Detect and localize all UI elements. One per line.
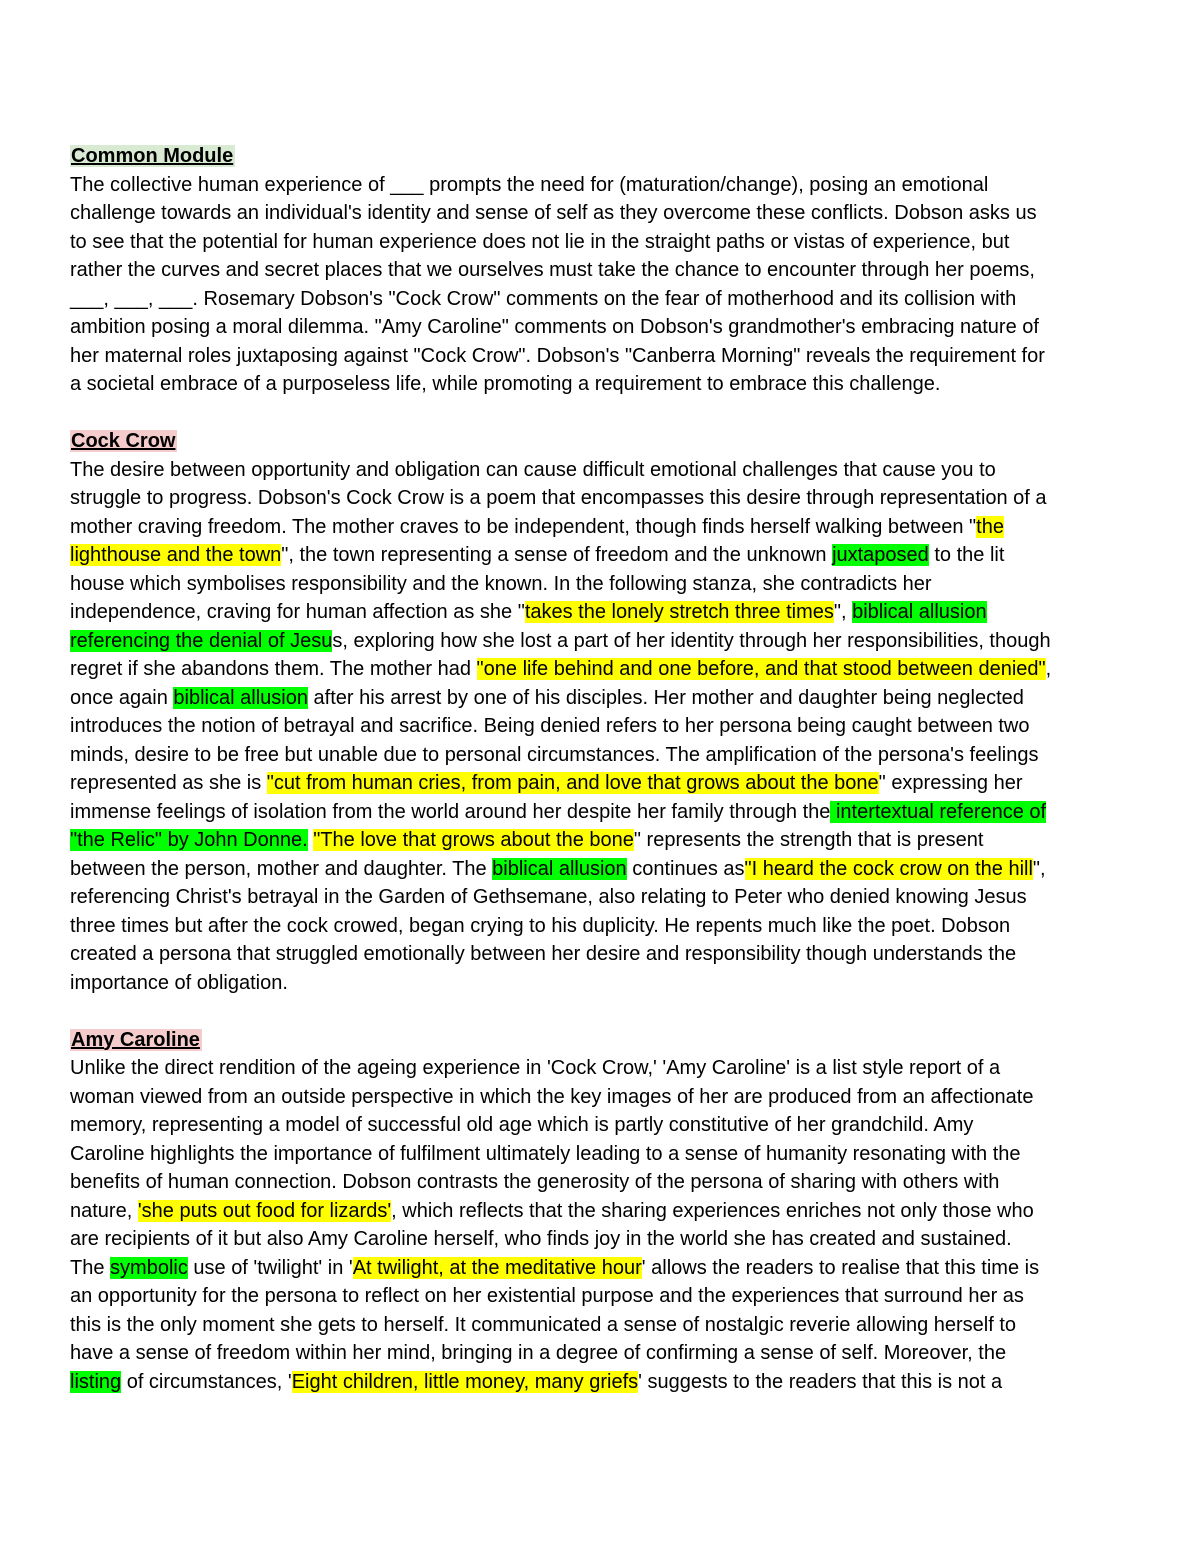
quote-highlight: At twilight, at the meditative hour	[352, 1256, 642, 1279]
text-run: ___, ___, ___. Rosemary Dobson's "Cock Crow" comments on the fear of motherhood and its collision with	[70, 287, 1017, 310]
text-run: between the person, mother and daughter. The	[70, 857, 493, 880]
technique-highlight: biblical allusion	[492, 857, 627, 880]
section-heading-text: Cock Crow	[71, 430, 176, 452]
text-line	[70, 627, 1138, 656]
text-line	[70, 969, 1138, 998]
document-body	[70, 142, 1138, 1396]
text-run: have a sense of freedom within her mind, bringing in a degree of confirming a sense of self. Moreover, the	[70, 1342, 1007, 1364]
text-run: challenge towards an individual's identity and sense of self as they overcome these conflicts. Dobson asks us	[70, 202, 1037, 224]
text-line	[70, 1111, 1138, 1140]
technique-highlight: biblical allusion	[852, 601, 987, 623]
text-run: her maternal roles juxtaposing against "Cock Crow". Dobson's "Canberra Morning" reveals the requirement for	[70, 344, 1045, 367]
text-run: immense feelings of isolation from the world around her despite her family through the	[70, 800, 831, 823]
text-line	[70, 171, 1138, 200]
text-line	[70, 769, 1138, 798]
section-heading	[70, 427, 1138, 456]
text-line	[70, 484, 1138, 513]
text-line	[70, 855, 1138, 884]
text-line	[70, 684, 1138, 713]
text-run: The	[70, 1256, 111, 1279]
text-line	[70, 940, 1138, 969]
section-heading-text: Common Module	[71, 145, 234, 167]
text-run: this is the only moment she gets to herself. It communicated a sense of nostalgic reverie allowing herself to	[70, 1313, 1017, 1336]
section-heading-text: Amy Caroline	[71, 1028, 200, 1051]
text-line	[70, 598, 1138, 627]
section-heading	[70, 1026, 1138, 1055]
text-run: ",	[833, 601, 853, 623]
text-line	[70, 1225, 1138, 1254]
section-heading	[70, 142, 1138, 171]
text-line	[70, 912, 1138, 941]
text-run: ' suggests to the readers that this is not a	[638, 1370, 1003, 1393]
text-line	[70, 570, 1138, 599]
text-run: of circumstances, '	[121, 1370, 292, 1393]
text-run: ", the town representing a sense of freedom and the unknown	[281, 544, 833, 566]
text-line	[70, 712, 1138, 741]
text-line	[70, 256, 1138, 285]
text-run: The desire between opportunity and obligation can cause difficult emotional challenges that cause you to	[70, 458, 996, 481]
text-run: are recipients of it but also Amy Caroline herself, who finds joy in the world she has created and sustained.	[70, 1228, 1012, 1250]
quote-highlight: Eight children, little money, many griefs	[291, 1370, 639, 1393]
text-run: represented as she is	[70, 772, 267, 794]
text-run: struggle to progress. Dobson's Cock Crow is a poem that encompasses this desire through representation of a	[70, 487, 1047, 509]
text-line	[70, 313, 1138, 342]
text-line	[70, 655, 1138, 684]
text-run: minds, desire to be free but unable due to personal circumstances. The amplification of the persona's feelings	[70, 743, 1039, 766]
text-run: use of 'twilight' in '	[187, 1256, 353, 1279]
text-line	[70, 1083, 1138, 1112]
quote-highlight: "I heard the cock crow on the hill	[744, 857, 1033, 880]
quote-highlight: "cut from human cries, from pain, and love that grows about the bone	[266, 772, 879, 794]
quote-highlight: 'she puts out food for lizards'	[137, 1199, 392, 1222]
text-line	[70, 513, 1138, 542]
text-line	[70, 1254, 1138, 1283]
text-line	[70, 883, 1138, 912]
text-run: to see that the potential for human experience does not lie in the straight paths or vistas of experience, but	[70, 230, 1010, 253]
text-run: s, exploring how she lost a part of her identity through her responsibilities, though	[332, 629, 1051, 652]
text-run: continues as	[626, 857, 745, 880]
text-run: " expressing her	[878, 772, 1023, 794]
text-run: " represents the strength that is present	[633, 829, 984, 851]
text-run: house which symbolises responsibility and the known. In the following stanza, she contradicts her	[70, 572, 932, 595]
paragraph	[70, 171, 1138, 399]
text-run: nature,	[70, 1199, 138, 1222]
text-line	[70, 1140, 1138, 1169]
text-run: Caroline highlights the importance of fulfilment ultimately leading to a sense of humanity resonating with the	[70, 1142, 1021, 1165]
text-run: ,	[1045, 658, 1052, 680]
text-run: referencing Christ's betrayal in the Garden of Gethsemane, also relating to Peter who denied knowing Jesus	[70, 886, 1027, 908]
text-line	[70, 1339, 1138, 1368]
text-line	[70, 1368, 1138, 1397]
text-line	[70, 456, 1138, 485]
technique-highlight: juxtaposed	[832, 544, 929, 566]
technique-highlight: biblical allusion	[173, 686, 308, 709]
text-run: benefits of human connection. Dobson contrasts the generosity of the persona of sharing with others with	[70, 1171, 1000, 1193]
text-run: introduces the notion of betrayal and sacrifice. Being denied refers to her persona being caught between two	[70, 715, 1030, 737]
text-line	[70, 741, 1138, 770]
text-run: , which reflects that the sharing experiences enriches not only those who	[391, 1199, 1034, 1222]
text-run: memory, representing a model of successful old age which is partly constitutive of her grandchild. Amy	[70, 1114, 974, 1136]
text-run: created a persona that struggled emotionally between her desire and responsibility though understands the	[70, 943, 1017, 965]
text-run: after his arrest by one of his disciples. Her mother and daughter being neglected	[307, 686, 1024, 709]
text-line	[70, 1054, 1138, 1083]
text-line	[70, 798, 1138, 827]
text-line	[70, 285, 1138, 314]
text-run: rather the curves and secret places that we ourselves must take the chance to encounter through her poems,	[70, 259, 1035, 281]
text-line	[70, 228, 1138, 257]
text-line	[70, 1168, 1138, 1197]
text-run: a societal embrace of a purposeless life, while promoting a requirement to embrace this challenge.	[70, 373, 941, 395]
technique-highlight: intertextual reference of	[830, 800, 1047, 823]
text-run: importance of obligation.	[70, 971, 288, 994]
quote-highlight: lighthouse and the town	[70, 544, 282, 566]
technique-highlight: listing	[70, 1370, 122, 1393]
technique-highlight: "the Relic" by John Donne.	[70, 829, 308, 851]
text-line	[70, 370, 1138, 399]
text-run: woman viewed from an outside perspective in which the key images of her are produced from an affectionate	[70, 1085, 1034, 1108]
text-line	[70, 1311, 1138, 1340]
quote-highlight: "The love that grows about the bone	[313, 829, 634, 851]
text-run: independence, craving for human affection as she "	[70, 601, 525, 623]
text-line	[70, 826, 1138, 855]
text-run: ' allows the readers to realise that this time is	[641, 1256, 1040, 1279]
text-run: to the lit	[928, 544, 1005, 566]
technique-highlight: symbolic	[110, 1256, 188, 1279]
text-run: mother craving freedom. The mother craves to be independent, though finds herself walking between "	[70, 515, 977, 538]
quote-highlight: "one life behind and one before, and that stood between denied"	[476, 658, 1046, 680]
technique-highlight: referencing the denial of Jesu	[70, 629, 333, 652]
section-common-module	[70, 142, 1138, 399]
text-line	[70, 342, 1138, 371]
paragraph	[70, 1054, 1138, 1396]
quote-highlight: takes the lonely stretch three times	[524, 601, 834, 623]
text-line	[70, 1197, 1138, 1226]
text-line	[70, 1282, 1138, 1311]
text-run: regret if she abandons them. The mother had	[70, 658, 477, 680]
text-line	[70, 541, 1138, 570]
paragraph	[70, 456, 1138, 998]
text-run: three times but after the cock crowed, began crying to his duplicity. He repents much like the poet. Dobson	[70, 914, 1011, 937]
text-run: ambition posing a moral dilemma. "Amy Caroline" comments on Dobson's grandmother's embracing nature of	[70, 316, 1039, 338]
text-run: The collective human experience of ___ prompts the need for (maturation/change), posing an emotional	[70, 173, 989, 196]
text-run: once again	[70, 686, 174, 709]
text-line	[70, 199, 1138, 228]
text-run: an opportunity for the persona to reflect on her existential purpose and the experiences that surround her as	[70, 1285, 1024, 1307]
text-run: Unlike the direct rendition of the ageing experience in 'Cock Crow,' 'Amy Caroline' is a list style report of a	[70, 1057, 1001, 1079]
text-run: ",	[1032, 857, 1046, 880]
section-amy-caroline	[70, 1026, 1138, 1397]
section-cock-crow	[70, 427, 1138, 997]
quote-highlight: the	[976, 515, 1004, 538]
